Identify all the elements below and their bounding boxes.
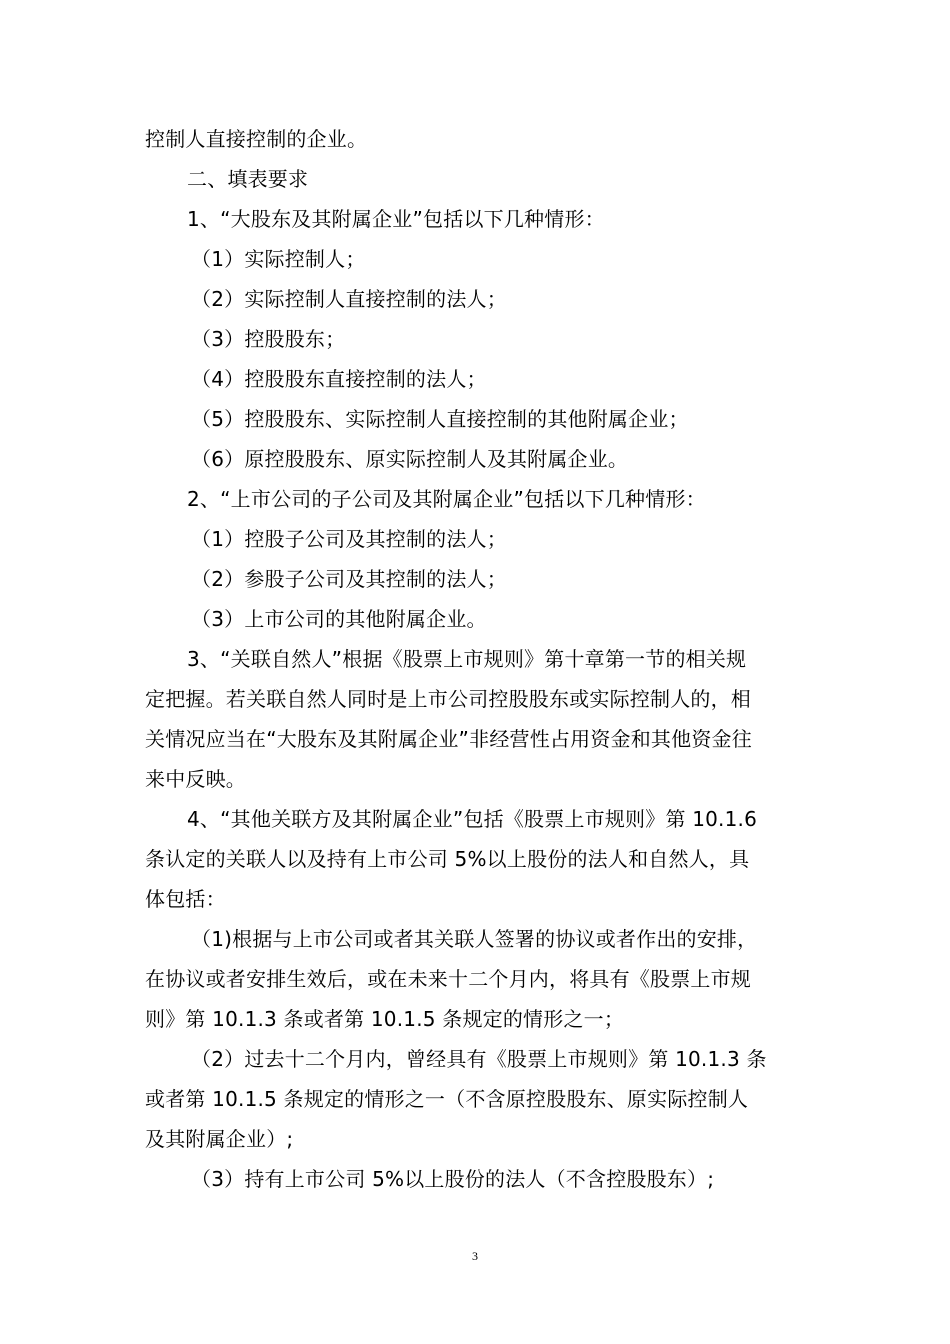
list-item: （5）控股股东、实际控制人直接控制的其他附属企业； bbox=[191, 407, 689, 431]
list-item: （2）实际控制人直接控制的法人； bbox=[191, 287, 507, 311]
text-line: 2、“上市公司的子公司及其附属企业”包括以下几种情形： bbox=[187, 487, 706, 511]
list-item: （1）实际控制人； bbox=[191, 247, 366, 271]
list-item: （3）持有上市公司 5%以上股份的法人（不含控股股东）; bbox=[191, 1167, 715, 1191]
list-item: （2）参股子公司及其控制的法人； bbox=[191, 567, 507, 591]
text-line: 来中反映。 bbox=[145, 767, 246, 791]
text-line: 体包括： bbox=[145, 887, 226, 911]
text-line: 3、“关联自然人”根据《股票上市规则》第十章第一节的相关规 bbox=[187, 647, 747, 671]
list-item: （3）控股股东； bbox=[191, 327, 346, 351]
text-line: 条认定的关联人以及持有上市公司 5%以上股份的法人和自然人，具 bbox=[145, 847, 750, 871]
page-number: 3 bbox=[472, 1249, 478, 1263]
body-text bbox=[145, 119, 815, 1199]
list-item: （4）控股股东直接控制的法人； bbox=[191, 367, 487, 391]
list-item: （6）原控股股东、原实际控制人及其附属企业。 bbox=[191, 447, 629, 471]
text-line: 控制人直接控制的企业。 bbox=[145, 127, 368, 151]
list-item: （1）控股子公司及其控制的法人； bbox=[191, 527, 507, 551]
text-line: 或者第 10.1.5 条规定的情形之一（不含原控股股东、原实际控制人 bbox=[145, 1087, 749, 1111]
text-line: 关情况应当在“大股东及其附属企业”非经营性占用资金和其他资金往 bbox=[145, 727, 752, 751]
section-heading: 二、填表要求 bbox=[187, 167, 309, 191]
list-item: （3）上市公司的其他附属企业。 bbox=[191, 607, 487, 631]
text-line: 定把握。若关联自然人同时是上市公司控股股东或实际控制人的，相 bbox=[145, 687, 751, 711]
text-line: 在协议或者安排生效后，或在未来十二个月内，将具有《股票上市规 bbox=[145, 967, 751, 991]
text-line: 4、“其他关联方及其附属企业”包括《股票上市规则》第 10.1.6 bbox=[187, 807, 758, 831]
list-item: （1)根据与上市公司或者其关联人签署的协议或者作出的安排， bbox=[191, 927, 758, 951]
text-line: 则》第 10.1.3 条或者第 10.1.5 条规定的情形之一； bbox=[145, 1007, 625, 1031]
text-line: 1、“大股东及其附属企业”包括以下几种情形： bbox=[187, 207, 605, 231]
list-item: （2）过去十二个月内，曾经具有《股票上市规则》第 10.1.3 条 bbox=[191, 1047, 767, 1071]
text-line: 及其附属企业）; bbox=[145, 1127, 294, 1151]
